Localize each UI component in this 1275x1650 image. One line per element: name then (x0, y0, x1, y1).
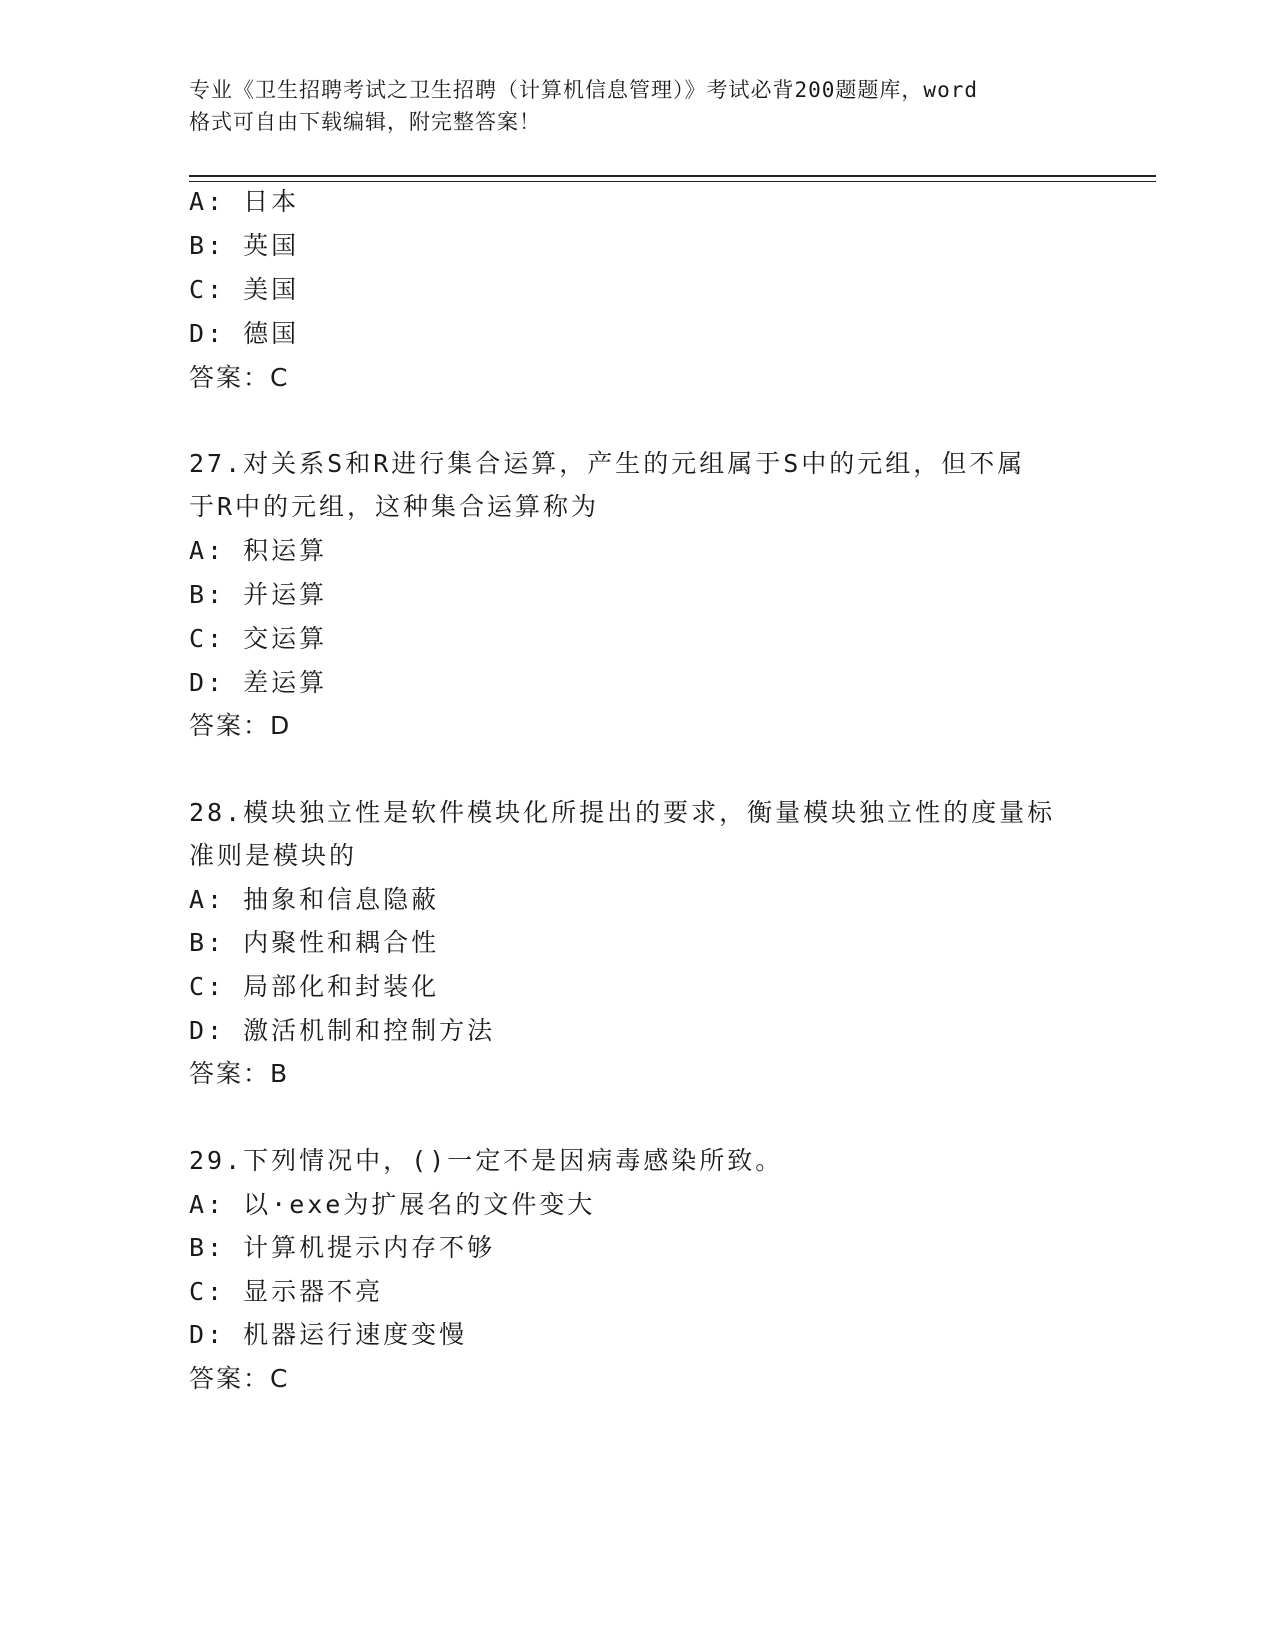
q26-option-c: C: 美国 (189, 275, 300, 304)
q26-option-b: B: 英国 (189, 231, 300, 260)
q27-option-a: A: 积运算 (189, 536, 328, 565)
header-rule-thin (189, 181, 1156, 182)
q26-answer: 答案：C (189, 363, 290, 392)
q28-option-d: D: 激活机制和控制方法 (189, 1016, 496, 1045)
q27-option-b: B: 并运算 (189, 580, 328, 609)
q29-option-a: A: 以·exe为扩展名的文件变大 (189, 1190, 596, 1219)
q26-option-a: A: 日本 (189, 187, 300, 216)
q29-option-d: D: 机器运行速度变慢 (189, 1320, 468, 1349)
q29-option-c: C: 显示器不亮 (189, 1277, 384, 1306)
q29-stem-line-1: 29.下列情况中，()一定不是因病毒感染所致。 (189, 1146, 784, 1175)
q26-option-d: D: 德国 (189, 319, 300, 348)
document-header (189, 74, 1089, 138)
q27-stem-line-1: 27.对关系S和R进行集合运算，产生的元组属于S中的元组，但不属 (189, 449, 1026, 478)
q29-answer: 答案：C (189, 1364, 290, 1393)
q28-answer: 答案：B (189, 1059, 290, 1088)
q28-option-a: A: 抽象和信息隐蔽 (189, 885, 440, 914)
q29-option-b: B: 计算机提示内存不够 (189, 1233, 496, 1262)
q28-stem-line-1: 28.模块独立性是软件模块化所提出的要求，衡量模块独立性的度量标 (189, 798, 1056, 827)
header-rule-thick (189, 175, 1156, 177)
header-line-1: 专业《卫生招聘考试之卫生招聘（计算机信息管理）》考试必背200题题库，word (189, 78, 978, 102)
q28-option-b: B: 内聚性和耦合性 (189, 928, 440, 957)
header-line-2: 格式可自由下载编辑，附完整答案！ (189, 110, 541, 134)
q27-option-d: D: 差运算 (189, 668, 328, 697)
q27-option-c: C: 交运算 (189, 624, 328, 653)
q28-stem-line-2: 准则是模块的 (189, 841, 358, 870)
q27-stem-line-2: 于R中的元组，这种集合运算称为 (189, 492, 600, 521)
q27-answer: 答案：D (189, 711, 292, 740)
q28-option-c: C: 局部化和封装化 (189, 972, 440, 1001)
